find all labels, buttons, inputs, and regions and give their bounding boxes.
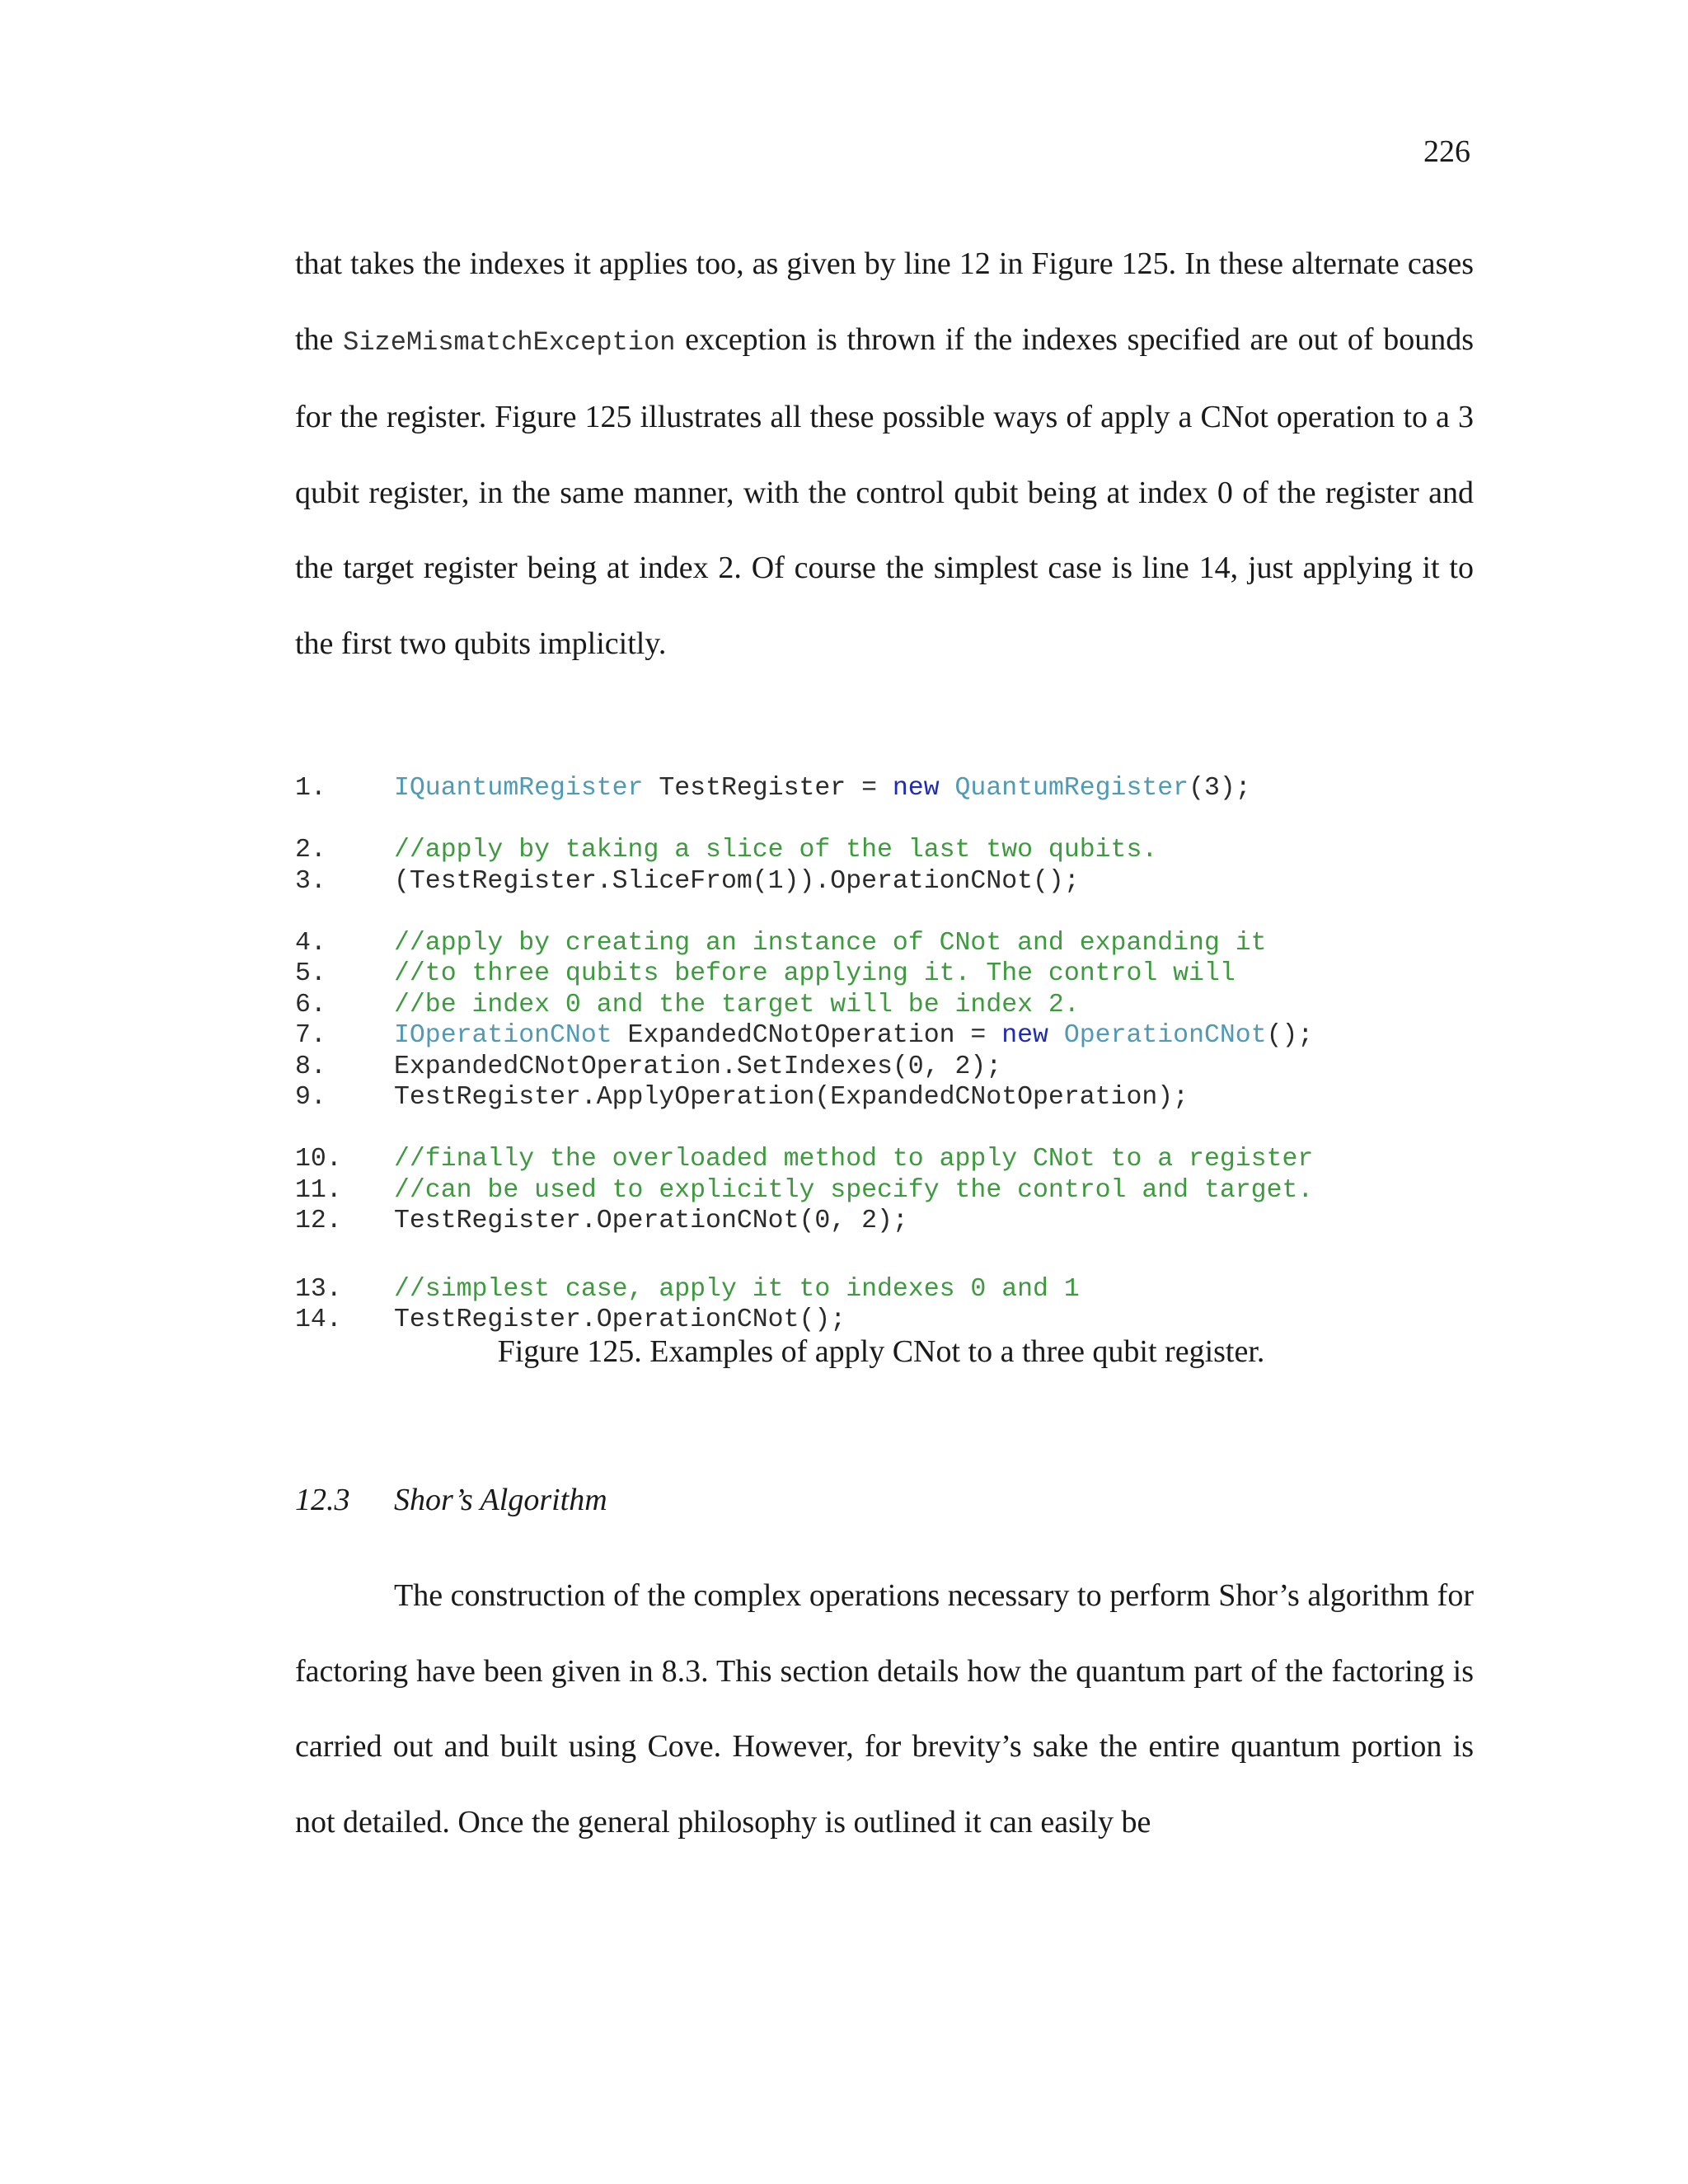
- code-line-content: [394, 1082, 1189, 1113]
- code-line-content: [394, 1175, 1313, 1207]
- code-line-content: [394, 1144, 1313, 1175]
- code-line: [295, 958, 1498, 990]
- code-line: [295, 866, 1498, 898]
- code-line-content: [394, 1305, 846, 1336]
- code-line: [295, 1082, 1498, 1113]
- inline-code-exception: SizeMismatchException: [343, 326, 676, 358]
- code-line-number: 1.: [295, 774, 326, 803]
- section-title: Shor’s Algorithm: [394, 1483, 607, 1517]
- code-token: (TestRegister.SliceFrom(1)).OperationCNot();: [394, 866, 1080, 896]
- code-line: [295, 990, 1498, 1021]
- code-line-number: 7.: [295, 1021, 326, 1050]
- code-token: ExpandedCNotOperation.SetIndexes(0, 2);: [394, 1052, 1002, 1081]
- code-token: //be index 0 and the target will be index 2.: [394, 990, 1080, 1019]
- body-paragraph-2: The construction of the complex operations necessary to perform Shor’s algorithm for factoring have been given in 8.3. This section details how the quantum part of the factoring is carried out and built using Cove. However, for brevity’s sake the entire quantum portion is not detailed. Once the general philosophy is outlined it can easily be: [295, 1578, 1474, 1840]
- code-line-number: 3.: [295, 866, 326, 896]
- code-token: OperationCNot: [1063, 1021, 1267, 1050]
- code-token: (3);: [1189, 774, 1251, 803]
- code-line: [295, 928, 1498, 959]
- code-token: new: [892, 774, 940, 803]
- code-line-content: [394, 1020, 1313, 1052]
- code-line-content: [394, 1274, 1080, 1305]
- code-token: TestRegister.OperationCNot();: [394, 1305, 846, 1334]
- code-line-number: 13.: [295, 1274, 342, 1304]
- code-token: //finally the overloaded method to apply CNot to a register: [394, 1145, 1314, 1174]
- code-token: ExpandedCNotOperation =: [612, 1021, 1002, 1050]
- code-line: [295, 1206, 1498, 1237]
- code-line-content: [394, 773, 1251, 804]
- body-paragraph-1: [295, 227, 1474, 682]
- code-token: IQuantumRegister: [394, 774, 644, 803]
- code-line-content: [394, 928, 1267, 959]
- code-line: [295, 1305, 1498, 1336]
- code-token: TestRegister.OperationCNot(0, 2);: [394, 1207, 908, 1235]
- code-token: //can be used to explicitly specify the control and target.: [394, 1175, 1314, 1205]
- code-line-content: [394, 866, 1080, 898]
- code-line: [295, 1052, 1498, 1083]
- code-line-number: 12.: [295, 1207, 342, 1235]
- code-line-number: 9.: [295, 1083, 326, 1112]
- code-token: QuantumRegister: [954, 774, 1189, 803]
- paragraph-text: that takes the indexes it applies too, as given by line 12 in Figure 125. In these alternate cases the: [295, 246, 1474, 357]
- code-token: [1048, 1021, 1064, 1050]
- code-line-content: [394, 835, 1157, 866]
- code-line-number: 4.: [295, 928, 326, 958]
- code-token: ();: [1266, 1021, 1314, 1050]
- section-heading: [295, 1482, 607, 1518]
- code-line-number: 2.: [295, 836, 326, 865]
- code-line-number: 10.: [295, 1145, 342, 1174]
- code-line-content: [394, 1052, 1001, 1083]
- figure-caption: Figure 125. Examples of apply CNot to a three qubit register.: [497, 1334, 1265, 1369]
- code-line: [295, 1175, 1498, 1207]
- code-line: [295, 1144, 1498, 1175]
- code-token: //apply by creating an instance of CNot and expanding it: [394, 928, 1267, 958]
- code-listing: [295, 773, 1498, 1336]
- code-token: //simplest case, apply it to indexes 0 and 1: [394, 1274, 1080, 1304]
- code-token: [940, 774, 955, 803]
- code-line-content: [394, 990, 1080, 1021]
- code-token: //apply by taking a slice of the last two qubits.: [394, 836, 1158, 865]
- code-token: IOperationCNot: [394, 1021, 612, 1050]
- page-number: 226: [1423, 134, 1470, 169]
- code-token: TestRegister =: [643, 774, 893, 803]
- code-token: TestRegister.ApplyOperation(ExpandedCNotOperation);: [394, 1083, 1189, 1112]
- code-line: [295, 835, 1498, 866]
- code-line-number: 8.: [295, 1052, 326, 1081]
- code-token: new: [1001, 1021, 1048, 1050]
- paragraph-text: exception is thrown if the indexes specified are out of bounds for the register. Figure 125 illustrates all these possible ways of apply a CNot operation to a 3 qubit register, in the same manner, with the control qubit being at index 0 of the register and the target register being at index 2. Of course the simplest case is line 14, just applying it to the first two qubits implicitly.: [295, 321, 1474, 661]
- code-line-content: [394, 1206, 908, 1237]
- code-line: [295, 773, 1498, 804]
- code-line-number: 6.: [295, 990, 326, 1019]
- code-line: [295, 1020, 1498, 1052]
- code-line-number: 5.: [295, 959, 326, 988]
- code-token: //to three qubits before applying it. The control will: [394, 959, 1236, 988]
- code-line: [295, 1274, 1498, 1305]
- section-number: 12.3: [295, 1483, 350, 1517]
- code-line-content: [394, 958, 1236, 990]
- code-line-number: 11.: [295, 1175, 342, 1205]
- code-line-number: 14.: [295, 1305, 342, 1334]
